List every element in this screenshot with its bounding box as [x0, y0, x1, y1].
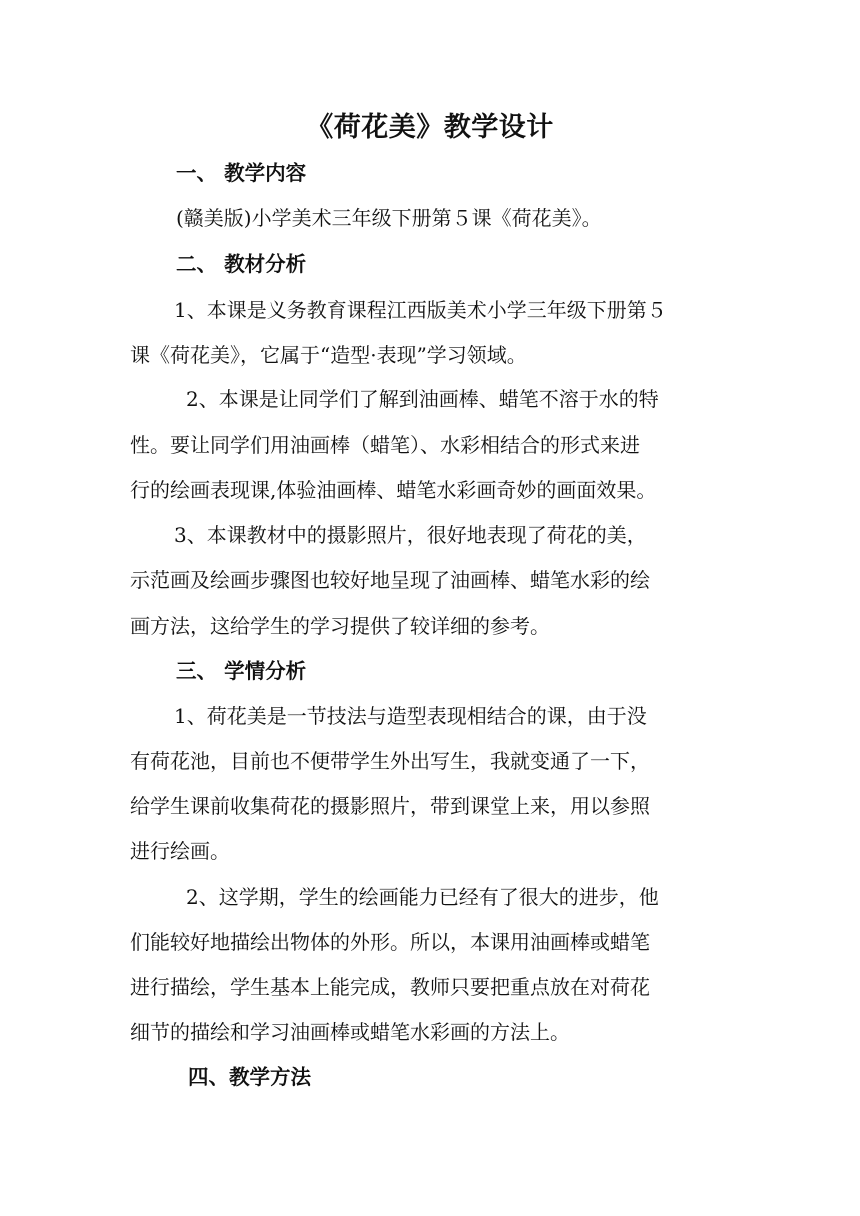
paragraph-line: 性。要让同学们用油画棒（蜡笔）、水彩相结合的形式来进	[130, 433, 640, 457]
paragraph-line: 3、本课教材中的摄影照片，很好地表现了荷花的美，	[174, 523, 647, 547]
paragraph-line: 有荷花池，目前也不便带学生外出写生，我就变通了一下，	[130, 749, 650, 773]
paragraph-line: (赣美版)小学美术三年级下册第５课《荷花美》。	[176, 206, 602, 230]
section-heading-teaching-content: 一、 教学内容	[176, 161, 307, 185]
section-heading-learner-analysis: 三、 学情分析	[176, 659, 307, 683]
paragraph-line: 行的绘画表现课,体验油画棒、蜡笔水彩画奇妙的画面效果。	[130, 478, 657, 502]
section-heading-textbook-analysis: 二、 教材分析	[176, 252, 307, 276]
section-heading-teaching-methods: 四、教学方法	[188, 1065, 311, 1089]
paragraph-line: 2、本课是让同学们了解到油画棒、蜡笔不溶于水的特	[186, 387, 659, 411]
paragraph-line: 1、本课是义务教育课程江西版美术小学三年级下册第５	[174, 298, 667, 322]
paragraph-line: 2、这学期，学生的绘画能力已经有了很大的进步，他	[186, 885, 659, 909]
paragraph-line: 示范画及绘画步骤图也较好地呈现了油画棒、蜡笔水彩的绘	[130, 568, 650, 592]
paragraph-line: 给学生课前收集荷花的摄影照片，带到课堂上来，用以参照	[130, 794, 650, 818]
paragraph-line: 进行描绘，学生基本上能完成，教师只要把重点放在对荷花	[130, 975, 650, 999]
paragraph-line: 们能较好地描绘出物体的外形。所以，本课用油画棒或蜡笔	[130, 930, 650, 954]
paragraph-line: 课《荷花美》，它属于“造型·表现”学习领域。	[130, 343, 527, 367]
paragraph-line: 画方法，这给学生的学习提供了较详细的参考。	[130, 614, 550, 638]
paragraph-line: 细节的描绘和学习油画棒或蜡笔水彩画的方法上。	[130, 1020, 570, 1044]
paragraph-line: 进行绘画。	[130, 839, 230, 863]
paragraph-line: 1、荷花美是一节技法与造型表现相结合的课，由于没	[174, 704, 647, 728]
document-title: 《荷花美》教学设计	[306, 112, 554, 143]
